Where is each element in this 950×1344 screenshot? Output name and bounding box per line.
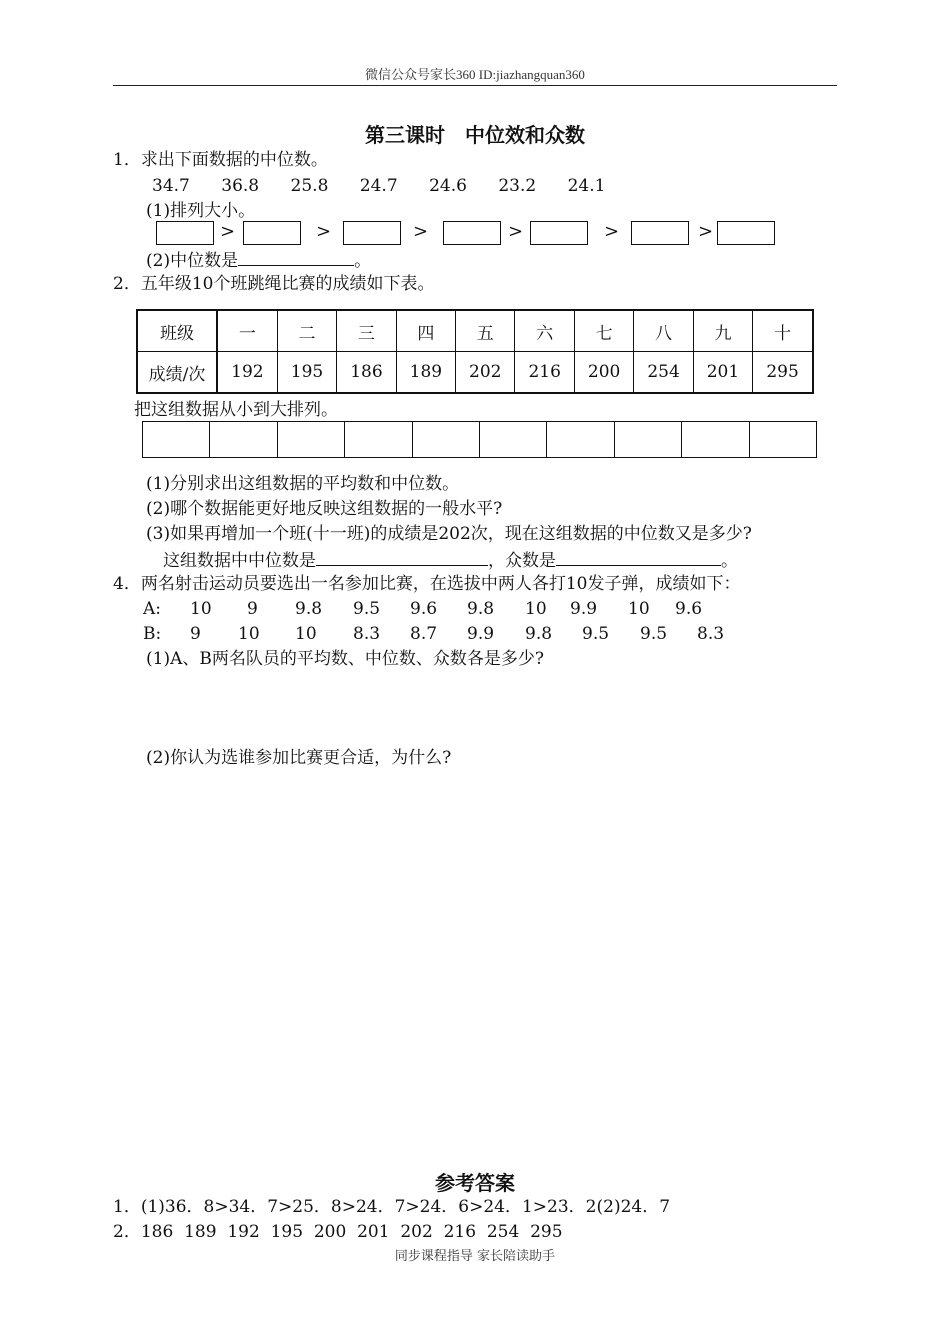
table-header-cell: 成绩/次: [137, 352, 217, 394]
table-header-cell: 班级: [137, 310, 217, 352]
q4-b-score: 10: [295, 624, 317, 644]
table-row: [137, 310, 813, 352]
table-row: [143, 422, 817, 458]
class-cell: 四: [396, 310, 455, 352]
sort-answer-table: [142, 421, 817, 458]
page-title: 第三课时 中位效和众数: [365, 123, 585, 147]
score-cell: 189: [396, 352, 455, 394]
q4-a-score: 9.9: [570, 599, 598, 619]
q4-row-b: [143, 624, 161, 644]
q2-sub3-prefix: 这组数据中中位数是: [163, 551, 316, 571]
answer-box[interactable]: [243, 221, 301, 245]
class-cell: 三: [337, 310, 396, 352]
q2-sub1: (1)分别求出这组数据的平均数和中位数。: [146, 474, 460, 494]
answer-box[interactable]: [443, 221, 501, 245]
class-cell: 六: [515, 310, 574, 352]
q4-sub2: (2)你认为选谁参加比赛更合适，为什么?: [146, 748, 452, 768]
answer-box[interactable]: [343, 221, 401, 245]
q1-number: 34.7: [152, 176, 190, 196]
q4-a-label: A:: [143, 599, 162, 619]
q4-a-scores: [190, 599, 702, 619]
q4-sub1: (1)A、B两名队员的平均数、中位数、众数各是多少?: [146, 649, 544, 669]
q2-prompt: 2．五年级10个班跳绳比赛的成绩如下表。: [113, 274, 435, 294]
greater-than-sign: >: [508, 221, 524, 242]
q4-b-score: 9: [190, 624, 201, 644]
q1-part1: (1)排列大小。: [146, 201, 256, 221]
sort-answer-cell[interactable]: [277, 422, 344, 458]
q4-a-score: 10: [628, 599, 650, 619]
q1-number: 24.7: [359, 176, 398, 196]
q4-a-score: 10: [190, 599, 212, 619]
q4-a-score: 9.6: [675, 599, 703, 619]
answer-box[interactable]: [717, 221, 775, 245]
q4-a-score: 9.8: [467, 599, 495, 619]
class-cell: 十: [753, 310, 813, 352]
q1-number: 24.1: [567, 176, 606, 196]
q2-sub3: (3)如果再增加一个班(十一班)的成绩是202次，现在这组数据的中位数又是多少?: [146, 524, 752, 544]
class-cell: 二: [277, 310, 336, 352]
q4-b-label: B:: [143, 624, 162, 644]
q4-a-score: 9.8: [295, 599, 323, 619]
class-cell: 八: [634, 310, 693, 352]
score-cell: 254: [634, 352, 693, 394]
q4-b-score: 9.8: [525, 624, 553, 644]
score-cell: 295: [753, 352, 813, 394]
q4-b-score: 9.9: [467, 624, 495, 644]
answers-title: 参考答案: [435, 1171, 515, 1195]
q1-number: 25.8: [290, 176, 329, 196]
score-cell: 195: [277, 352, 336, 394]
q4-b-scores: [190, 624, 724, 644]
q4-a-score: 9: [247, 599, 258, 619]
q1-part2: [146, 249, 371, 271]
q1-number: 23.2: [498, 176, 537, 196]
q1-part2-suffix: 。: [354, 251, 372, 271]
score-cell: 202: [456, 352, 515, 394]
q1-prompt: 1．求出下面数据的中位数。: [113, 150, 328, 170]
q2-sub3-end: 。: [721, 551, 738, 571]
answer-box[interactable]: [530, 221, 588, 245]
sort-answer-cell[interactable]: [479, 422, 546, 458]
score-cell: 201: [693, 352, 752, 394]
q4-b-score: 10: [238, 624, 260, 644]
q4-a-score: 9.6: [410, 599, 438, 619]
greater-than-sign: >: [413, 221, 429, 242]
sort-answer-cell[interactable]: [682, 422, 749, 458]
greater-than-sign: >: [316, 221, 332, 242]
q1-part2-prefix: (2)中位数是: [146, 251, 239, 271]
median-answer-blank[interactable]: [316, 549, 488, 566]
q2-sub3-answer-line: [163, 549, 738, 571]
answer-box[interactable]: [156, 221, 214, 245]
q4-a-score: 10: [525, 599, 547, 619]
sort-answer-cell[interactable]: [412, 422, 479, 458]
score-cell: 192: [217, 352, 277, 394]
q4-prompt: 4．两名射击运动员要选出一名参加比赛，在选拔中两人各打10发子弹，成绩如下：: [113, 574, 741, 594]
q4-b-score: 9.5: [640, 624, 668, 644]
header-divider: [113, 85, 837, 86]
q4-b-score: 8.7: [410, 624, 438, 644]
q4-b-score: 9.5: [582, 624, 610, 644]
class-cell: 九: [693, 310, 752, 352]
median-answer-blank[interactable]: [238, 249, 354, 266]
q4-b-score: 8.3: [353, 624, 381, 644]
sort-answer-cell[interactable]: [345, 422, 412, 458]
sort-answer-cell[interactable]: [547, 422, 614, 458]
sort-answer-cell[interactable]: [210, 422, 277, 458]
q1-number: 24.6: [429, 176, 467, 196]
answer-line-2: 2．186 189 192 195 200 201 202 216 254 295: [113, 1222, 563, 1242]
table-row: [137, 352, 813, 394]
q2-sub3-mid: ，众数是: [488, 551, 556, 571]
q4-a-score: 9.5: [353, 599, 381, 619]
score-cell: 200: [574, 352, 633, 394]
answer-line-1: 1．(1)36．8>34．7>25．8>24．7>24．6>24．1>23．2(2)24．7: [113, 1197, 671, 1217]
sort-answer-cell[interactable]: [614, 422, 681, 458]
mode-answer-blank[interactable]: [556, 549, 721, 566]
greater-than-sign: >: [220, 221, 236, 242]
q4-row-a: [143, 599, 161, 619]
q2-sort-prompt: 把这组数据从小到大排列。: [134, 400, 338, 420]
greater-than-sign: >: [604, 221, 620, 242]
q2-sub2: (2)哪个数据能更好地反映这组数据的一般水平?: [146, 499, 503, 519]
answer-box[interactable]: [631, 221, 689, 245]
q1-numbers: [152, 176, 605, 196]
q1-number: 36.8: [221, 176, 260, 196]
class-cell: 七: [574, 310, 633, 352]
page-footer: 同步课程指导 家长陪读助手: [394, 1249, 556, 1264]
sort-answer-cell[interactable]: [143, 422, 210, 458]
class-cell: 一: [217, 310, 277, 352]
score-table: [136, 309, 814, 394]
page-header: 微信公众号家长360 ID:jiazhangquan360: [365, 67, 585, 82]
score-cell: 186: [337, 352, 396, 394]
class-cell: 五: [456, 310, 515, 352]
sort-answer-cell[interactable]: [749, 422, 816, 458]
greater-than-sign: >: [698, 221, 714, 242]
score-cell: 216: [515, 352, 574, 394]
q4-b-score: 8.3: [697, 624, 725, 644]
